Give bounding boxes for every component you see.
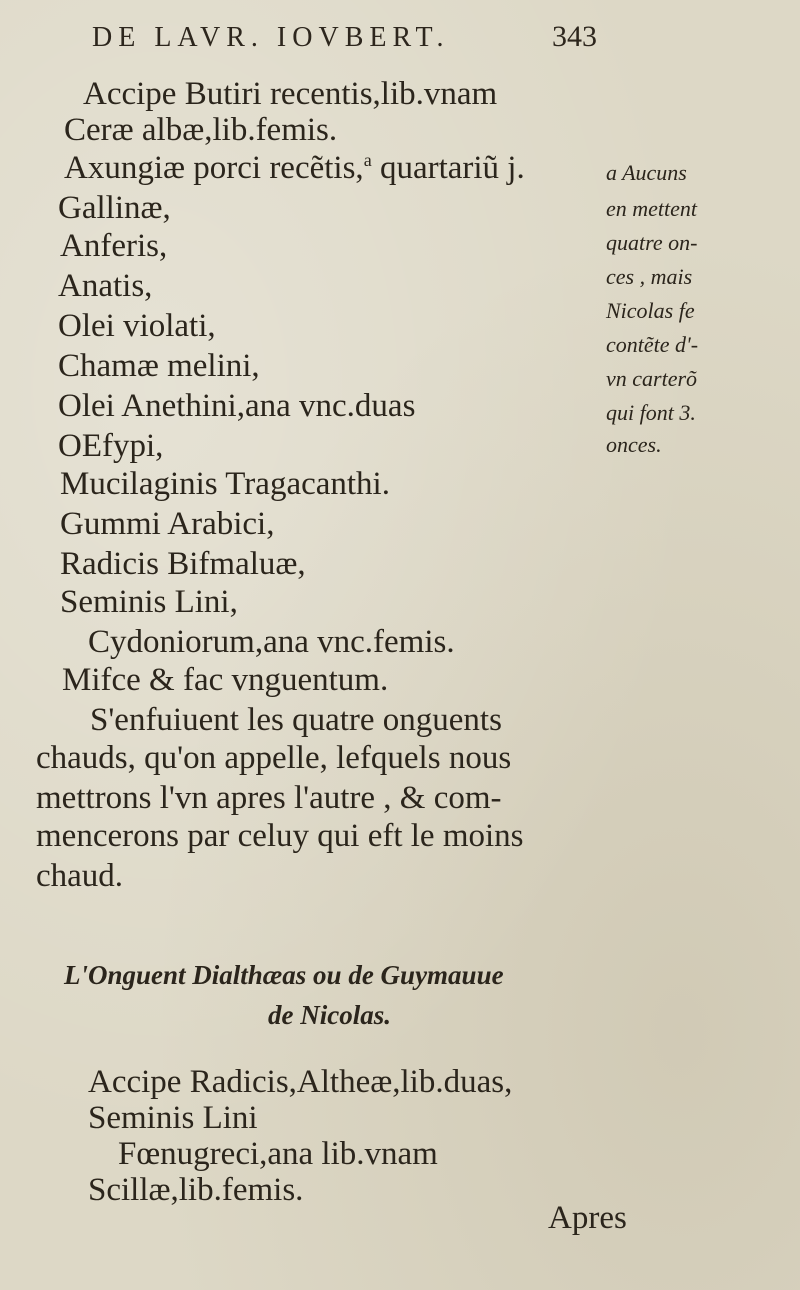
recipe-line: Scillæ,lib.femis. [88,1172,304,1208]
recipe-line: Seminis Lini, [60,584,238,620]
recipe-line: Gallinæ, [58,190,171,226]
recipe-line: Chamæ melini, [58,348,260,384]
recipe-line: Mucilaginis Tragacanthi. [60,466,390,502]
recipe-line: Olei violati, [58,308,216,344]
margin-note-line: Nicolas fe [606,298,695,323]
recipe-line-part: quartariũ j. [379,150,525,186]
recipe-line: Accipe Butiri recentis,lib.vnam [83,76,498,112]
section-heading: L'Onguent Dialthæas ou de Guymauue [64,960,504,990]
paragraph-line: mettrons l'vn apres l'autre , & com- [36,780,502,816]
margin-note-line: en mettent [606,196,698,221]
recipe-line: Gummi Arabici, [60,506,275,542]
recipe-line: Olei Anethini,ana vnc.duas [58,388,416,424]
running-head: DE LAVR. IOVBERT. [92,22,450,53]
catchword: Apres [548,1200,627,1236]
recipe-line: Radicis Bifmaluæ, [60,546,306,582]
recipe-line: Accipe Radicis,Altheæ,lib.duas, [88,1064,513,1100]
recipe-line: Ceræ albæ,lib.femis. [64,112,338,148]
margin-note-line: a Aucuns [606,160,687,185]
recipe-line: Fœnugreci,ana lib.vnam [118,1136,438,1172]
margin-note-line: ces , mais [606,264,693,289]
margin-note-line: vn carterõ [606,366,698,391]
recipe-line: OEfypi, [58,428,164,464]
margin-note-line: qui font 3. [606,400,696,425]
paragraph-line: mencerons par celuy qui eft le moins [36,818,524,854]
recipe-line: Mifce & fac vnguentum. [62,662,389,698]
recipe-line: Seminis Lini [88,1100,258,1136]
paragraph-line: chaud. [36,858,124,894]
margin-note-line: onces. [606,432,662,457]
recipe-line: Anferis, [60,228,168,264]
section-heading-continued: de Nicolas. [268,1000,391,1030]
paragraph-line: chauds, qu'on appelle, lefquels nous [36,740,512,776]
recipe-line: Cydoniorum,ana vnc.femis. [88,624,455,660]
margin-note-line: quatre on- [606,230,698,255]
recipe-line [64,150,525,187]
recipe-line: Anatis, [58,268,153,304]
paragraph-line: S'enfuiuent les quatre onguents [90,702,502,738]
margin-note-line: contẽte d'- [606,332,699,357]
note-marker: a [363,150,372,170]
recipe-line-part: Axungiæ porci recẽtis, [64,150,364,186]
page-number: 343 [552,20,597,53]
